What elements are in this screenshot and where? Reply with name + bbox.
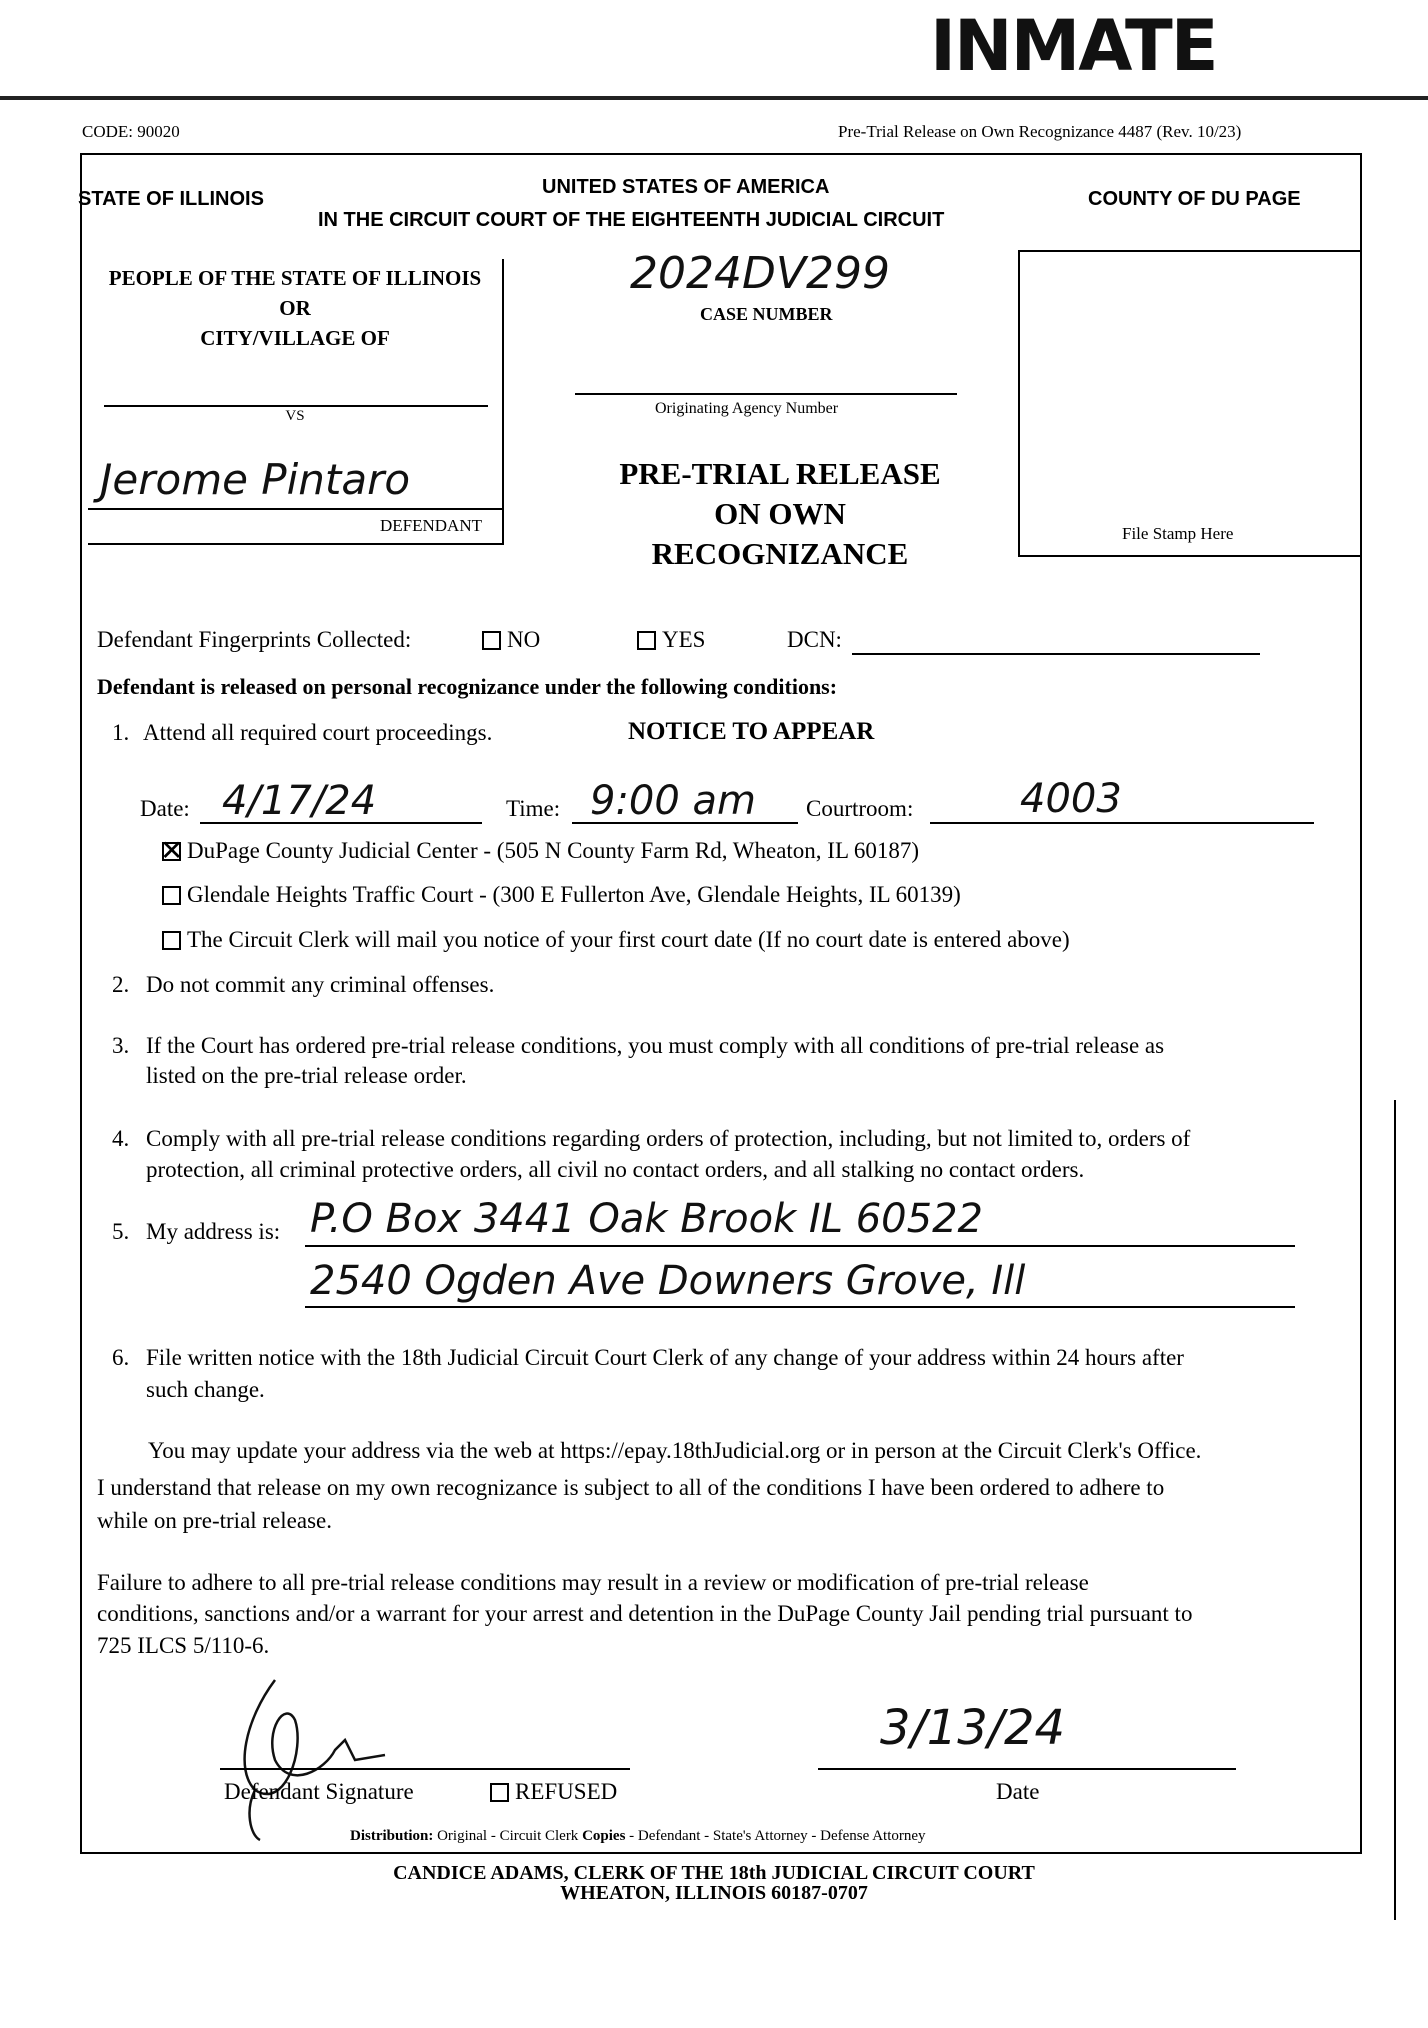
address-1: P.O Box 3441 Oak Brook IL 60522	[310, 1196, 983, 1242]
courtroom-label: Courtroom:	[806, 796, 914, 821]
checkbox[interactable]	[490, 1783, 509, 1802]
defendant-line	[88, 508, 502, 510]
location-option[interactable]	[162, 838, 919, 864]
intro-text: Defendant is released on personal recognizance under the following conditions:	[97, 674, 838, 699]
courtroom-field[interactable]	[930, 822, 1314, 824]
title-line3: RECOGNIZANCE	[651, 536, 909, 571]
refused-label: REFUSED	[515, 1779, 618, 1804]
cond5-label: My address is:	[146, 1219, 281, 1244]
footer-line2: WHEATON, ILLINOIS 60187-0707	[560, 1882, 868, 1904]
understand-line2: while on pre-trial release.	[97, 1508, 332, 1533]
file-stamp-label: File Stamp Here	[1122, 524, 1234, 543]
cond3-line1: If the Court has ordered pre-trial release conditions, you must comply with all conditions of pre-trial release as	[146, 1033, 1165, 1058]
failure-line3: 725 ILCS 5/110-6.	[97, 1633, 270, 1658]
cond4-line1: Comply with all pre-trial release conditions regarding orders of protection, including, but not limited to, orders of	[146, 1126, 1191, 1151]
copies-text: - Defendant - State's Attorney - Defense Attorney	[629, 1828, 926, 1844]
case-number: 2024DV299	[630, 248, 890, 299]
defendant-label: DEFENDANT	[380, 516, 482, 535]
parties-line2: OR	[279, 296, 311, 320]
title-line2: ON OWN	[714, 496, 846, 531]
signature-date: 3/13/24	[880, 1700, 1066, 1756]
title-line1: PRE-TRIAL RELEASE	[619, 456, 941, 491]
inmate-stamp: INMATE	[930, 5, 1217, 87]
vs-label: VS	[285, 408, 305, 424]
appear-date: 4/17/24	[222, 778, 377, 824]
cond3-line2: listed on the pre-trial release order.	[146, 1063, 467, 1088]
cond6-num: 6.	[112, 1345, 130, 1370]
parties-line3: CITY/VILLAGE OF	[200, 326, 390, 350]
failure-line1: Failure to adhere to all pre-trial release conditions may result in a review or modification of pre-trial release	[97, 1570, 1089, 1595]
checkbox[interactable]	[637, 631, 656, 650]
location-label: The Circuit Clerk will mail you notice of your first court date (If no court date is entered above)	[187, 927, 1070, 952]
address-2: 2540 Ogden Ave Downers Grove, Ill	[310, 1258, 1026, 1304]
appear-time: 9:00 am	[590, 778, 757, 824]
cond1-num: 1.	[112, 720, 130, 745]
county-label: COUNTY OF DU PAGE	[1088, 188, 1301, 210]
cond5-num: 5.	[112, 1219, 130, 1244]
signature-label: Defendant Signature	[224, 1779, 414, 1804]
checkbox[interactable]	[482, 631, 501, 650]
date-label: Date	[996, 1779, 1040, 1804]
state-label: STATE OF ILLINOIS	[78, 188, 264, 210]
distribution	[350, 1828, 926, 1845]
dcn-field[interactable]	[852, 653, 1260, 655]
location-option[interactable]	[162, 927, 1070, 953]
notice-to-appear: NOTICE TO APPEAR	[628, 718, 875, 745]
web-notice: You may update your address via the web at https://epay.18thJudicial.org or in person at the Circuit Clerk's Office.	[148, 1438, 1202, 1463]
address-line-1[interactable]	[305, 1245, 1295, 1247]
cond2-num: 2.	[112, 972, 130, 997]
cond3-num: 3.	[112, 1033, 130, 1058]
failure-line2: conditions, sanctions and/or a warrant for your arrest and detention in the DuPage County Jail pending trial pursuant to	[97, 1601, 1193, 1626]
cond4-line2: protection, all criminal protective orders, all civil no contact orders, and all stalking no contact orders.	[146, 1157, 1085, 1182]
no-label: NO	[507, 627, 541, 652]
agency-line	[575, 393, 957, 395]
location-label: DuPage County Judicial Center - (505 N County Farm Rd, Wheaton, IL 60187)	[187, 838, 920, 863]
scan-edge-right	[1394, 1100, 1396, 1920]
case-number-label: CASE NUMBER	[700, 304, 833, 324]
time-label: Time:	[506, 796, 561, 821]
distribution-label: Distribution:	[350, 1828, 434, 1844]
cond4-num: 4.	[112, 1126, 130, 1151]
form-id: Pre-Trial Release on Own Recognizance 4487 (Rev. 10/23)	[838, 122, 1242, 141]
cond1-text: Attend all required court proceedings.	[143, 720, 493, 745]
date-line[interactable]	[818, 1768, 1236, 1770]
checkbox[interactable]	[162, 931, 181, 950]
checkbox-checked[interactable]	[162, 842, 181, 861]
cond6-line1: File written notice with the 18th Judicial Circuit Court Clerk of any change of your address within 24 hours after	[146, 1345, 1184, 1370]
date-label: Date:	[140, 796, 190, 821]
location-label: Glendale Heights Traffic Court - (300 E Fullerton Ave, Glendale Heights, IL 60139)	[187, 882, 961, 907]
copies-label: Copies	[582, 1828, 626, 1844]
appear-courtroom: 4003	[1020, 776, 1122, 822]
cond2-text: Do not commit any criminal offenses.	[146, 972, 495, 997]
footer-line1: CANDICE ADAMS, CLERK OF THE 18th JUDICIAL CIRCUIT COURT	[393, 1862, 1035, 1884]
scan-edge	[0, 96, 1428, 100]
refused-option[interactable]	[490, 1779, 617, 1805]
fingerprints-label: Defendant Fingerprints Collected:	[97, 627, 412, 652]
understand-line1: I understand that release on my own recognizance is subject to all of the conditions I have been ordered to adhere to	[97, 1475, 1165, 1500]
distribution-text: Original - Circuit Clerk	[437, 1828, 579, 1844]
form-code: CODE: 90020	[82, 122, 180, 141]
court-label: IN THE CIRCUIT COURT OF THE EIGHTEENTH JUDICIAL CIRCUIT	[318, 209, 945, 231]
parties-line1: PEOPLE OF THE STATE OF ILLINOIS	[108, 266, 482, 290]
vs-line	[104, 405, 488, 407]
dcn-label: DCN:	[787, 627, 842, 652]
address-line-2[interactable]	[305, 1306, 1295, 1308]
agency-label: Originating Agency Number	[655, 400, 839, 417]
country-label: UNITED STATES OF AMERICA	[542, 176, 830, 198]
defendant-signature	[215, 1660, 415, 1850]
file-stamp-box	[1018, 250, 1360, 557]
checkbox[interactable]	[162, 886, 181, 905]
fingerprints-yes[interactable]	[637, 627, 705, 653]
location-option[interactable]	[162, 882, 961, 908]
fingerprints-no[interactable]	[482, 627, 540, 653]
signature-line[interactable]	[220, 1768, 630, 1770]
cond6-line2: such change.	[146, 1377, 265, 1402]
yes-label: YES	[662, 627, 706, 652]
defendant-name: Jerome Pintaro	[100, 455, 411, 504]
